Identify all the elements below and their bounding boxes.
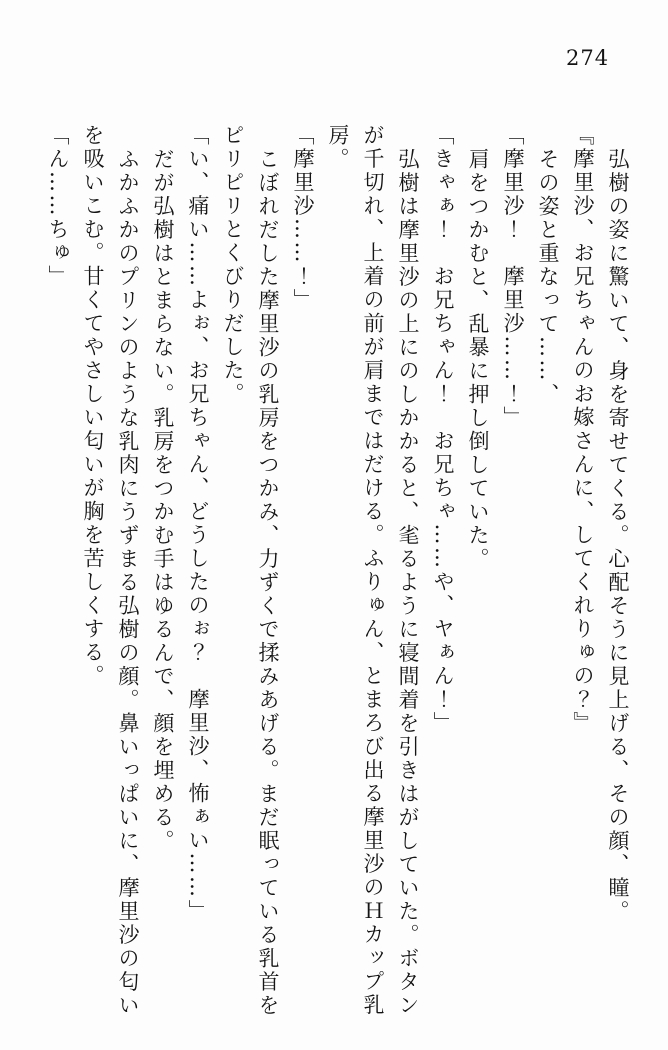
text-line: その姿と重なって……、 xyxy=(536,147,560,406)
text-line: ピリピリとくびりだした。 xyxy=(221,124,245,406)
text-line: 肩をつかむと、乱暴に押し倒していた。 xyxy=(466,147,490,571)
text-line: 「摩里沙！ 摩里沙……！」 xyxy=(501,124,525,430)
text-line: 弘樹の姿に驚いて、身を寄せてくる。心配そうに見上げる、その顔、瞳。 xyxy=(606,147,630,923)
body-text-columns xyxy=(35,124,635,1046)
text-line: ふかふかのプリンのような乳肉にうずまる弘樹の顔。鼻いっぱいに、摩里沙の匂い xyxy=(116,147,140,1017)
text-line: 「い、痛い……よぉ、お兄ちゃん、どうしたのぉ？ 摩里沙、怖ぁい……」 xyxy=(186,124,210,923)
page-number: 274 xyxy=(566,46,610,70)
text-line: 房。 xyxy=(326,124,350,171)
text-line: を吸いこむ。甘くてやさしい匂いが胸を苦しくする。 xyxy=(81,124,105,688)
text-line: 『摩里沙、お兄ちゃんのお嫁さんに、してくれりゅの？』 xyxy=(571,124,595,735)
text-line: 弘樹は摩里沙の上にのしかかると、毟るように寝間着を引きはがしていた。ボタン xyxy=(396,147,420,1017)
text-line: だが弘樹はとまらない。乳房をつかむ手はゆるんで、顔を埋める。 xyxy=(151,147,175,853)
text-line: 「きゃぁ！ お兄ちゃん！ お兄ちゃ……や、ヤぁん！」 xyxy=(431,124,455,735)
text-line: 「ん……ちゅ」 xyxy=(46,124,70,289)
text-line: 「摩里沙……！」 xyxy=(291,124,315,312)
text-line: こぼれだした摩里沙の乳房をつかみ、力ずくで揉みあげる。まだ眠っている乳首を xyxy=(256,147,280,1017)
text-line: が千切れ、上着の前が肩まではだける。ふりゅん、とまろび出る摩里沙のＨカップ乳 xyxy=(361,124,385,1017)
